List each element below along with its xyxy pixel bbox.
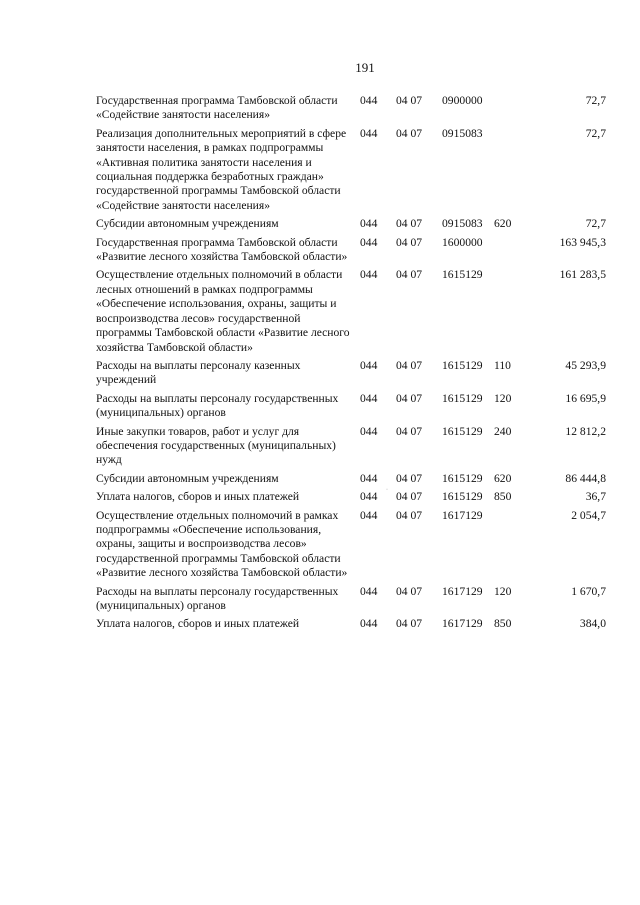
expense-name: Расходы на выплаты персоналу государственных (муниципальных) органов: [96, 391, 339, 420]
ministry-code: 044: [360, 508, 378, 522]
amount: 12 812,2: [565, 424, 606, 438]
expense-name: Государственная программа Тамбовской области «Содействие занятости населения»: [96, 94, 338, 122]
expense-name: Субсидии автономным учреждениям: [96, 217, 279, 231]
section-code: 04 07: [396, 391, 423, 405]
expense-type-code: [492, 236, 532, 269]
expense-name: Реализация дополнительных мероприятий в сфере занятости населения, в рамках подпрограммы «Активная политика занятости населения и социальная поддержка безработных граждан» государственной программы Тамбовской области «Содействие занятости населения»: [96, 126, 347, 212]
expense-type-code: 620: [494, 471, 512, 485]
table-row: [96, 472, 606, 490]
target-code: 1615129: [442, 391, 483, 405]
section-code: 04 07: [396, 508, 423, 522]
scan-speck: ·: [386, 487, 388, 493]
expense-type-code: [492, 268, 532, 358]
ministry-code: 044: [360, 471, 378, 485]
ministry-code: 044: [360, 617, 378, 631]
target-code: 1615129: [442, 358, 483, 372]
amount: 1 670,7: [571, 584, 606, 598]
expense-name: Уплата налогов, сборов и иных платежей: [96, 617, 300, 631]
expense-name: Расходы на выплаты персоналу государственных (муниципальных) органов: [96, 584, 339, 612]
section-code: 04 07: [396, 617, 423, 631]
expense-name: Осуществление отдельных полномочий в области лесных отношений в рамках подпрограммы «Обеспечение использования, охраны, защиты и воспроизводства лесов» государственной программы Тамбовской области «Развитие лесного хозяйства Тамбовской области»: [96, 268, 350, 354]
expense-type-code: [492, 509, 532, 585]
amount: 36,7: [585, 490, 606, 504]
section-code: 04 07: [396, 424, 423, 438]
ministry-code: 044: [360, 490, 378, 504]
section-code: 04 07: [396, 490, 423, 504]
amount: 163 945,3: [559, 235, 606, 249]
expense-type-code: 620: [494, 217, 512, 231]
table-row: [96, 617, 606, 635]
table-row: [96, 359, 606, 392]
expense-type-code: 850: [494, 490, 512, 504]
target-code: 0915083: [442, 126, 483, 140]
amount: 2 054,7: [571, 508, 606, 522]
target-code: 1617129: [442, 617, 483, 631]
section-code: 04 07: [396, 268, 423, 282]
table-row: [96, 127, 606, 217]
ministry-code: 044: [360, 391, 378, 405]
table-row: [96, 585, 606, 618]
target-code: 1615129: [442, 424, 483, 438]
table-row: [96, 94, 606, 127]
amount: 161 283,5: [559, 268, 606, 282]
ministry-code: 044: [360, 94, 378, 107]
ministry-code: 044: [360, 235, 378, 249]
ministry-code: 044: [360, 268, 378, 282]
expense-type-code: [492, 127, 532, 217]
page-number: 191: [355, 60, 375, 75]
table-row: [96, 236, 606, 269]
expense-type-code: 240: [494, 424, 512, 438]
amount: 45 293,9: [565, 358, 606, 372]
table-row: [96, 509, 606, 585]
section-code: 04 07: [396, 235, 423, 249]
amount: 86 444,8: [565, 471, 606, 485]
amount: 72,7: [585, 94, 606, 107]
expense-name: Осуществление отдельных полномочий в рамках подпрограммы «Обеспечение использования, охраны, защиты и воспроизводства лесов» государственной программы Тамбовской области «Развитие лесного хозяйства Тамбовской области»: [96, 508, 348, 580]
section-code: 04 07: [396, 358, 423, 372]
ministry-code: 044: [360, 424, 378, 438]
table-row: [96, 490, 606, 508]
expense-type-code: 120: [494, 391, 512, 405]
section-code: 04 07: [396, 126, 423, 140]
target-code: 1600000: [442, 235, 483, 249]
expense-name: Субсидии автономным учреждениям: [96, 471, 279, 485]
target-code: 0900000: [442, 94, 483, 107]
target-code: 1617129: [442, 508, 483, 522]
ministry-code: 044: [360, 126, 378, 140]
ministry-code: 044: [360, 584, 378, 598]
expense-name: Уплата налогов, сборов и иных платежей: [96, 490, 300, 504]
section-code: 04 07: [396, 584, 423, 598]
target-code: 1615129: [442, 268, 483, 282]
expense-type-code: 850: [494, 617, 512, 631]
section-code: 04 07: [396, 471, 423, 485]
target-code: 1617129: [442, 584, 483, 598]
expense-name: Государственная программа Тамбовской области «Развитие лесного хозяйства Тамбовской области»: [96, 235, 348, 264]
table-row: [96, 425, 606, 472]
expense-type-code: [492, 94, 532, 127]
table-row: [96, 268, 606, 358]
expense-type-code: 120: [494, 584, 512, 598]
section-code: 04 07: [396, 217, 423, 231]
expense-name: Иные закупки товаров, работ и услуг для обеспечения государственных (муниципальных) нужд: [96, 424, 336, 467]
expense-type-code: 110: [494, 358, 511, 372]
table-row: [96, 392, 606, 425]
ministry-code: 044: [360, 217, 378, 231]
amount: 72,7: [585, 217, 606, 231]
expense-name: Расходы на выплаты персоналу казенных учреждений: [96, 358, 301, 387]
budget-table: [96, 94, 606, 636]
target-code: 0915083: [442, 217, 483, 231]
amount: 16 695,9: [565, 391, 606, 405]
section-code: 04 07: [396, 94, 423, 107]
target-code: 1615129: [442, 490, 483, 504]
ministry-code: 044: [360, 358, 378, 372]
amount: 72,7: [585, 126, 606, 140]
table-row: [96, 217, 606, 235]
amount: 384,0: [579, 617, 606, 631]
target-code: 1615129: [442, 471, 483, 485]
